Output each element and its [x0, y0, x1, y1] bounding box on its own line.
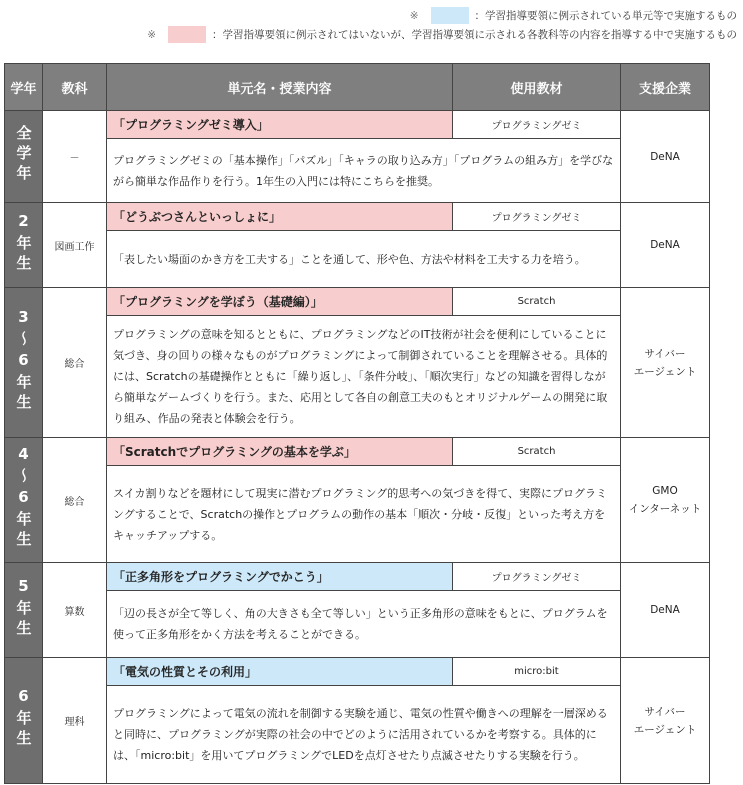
table-row-description	[5, 591, 710, 658]
unit-description: スイカ割りなどを題材にして現実に潜むプログラミング的思考への気づきを得て、実際にプログラミングすることで、Scratchの操作とプログラムの動作の基本「順次・分岐・反復」といった考え方をキャッチアップする。	[107, 466, 621, 563]
unit-title: 「Scratchでプログラミングの基本を学ぶ」	[107, 438, 453, 466]
company-label: サイバー エージェント	[633, 347, 697, 378]
company-label: サイバー エージェント	[633, 705, 697, 736]
grade-label: 6年生	[14, 687, 33, 750]
grade-label: 2年生	[14, 211, 33, 275]
material-cell: Scratch	[453, 438, 621, 466]
unit-title: 「プログラミングゼミ導入」	[107, 111, 453, 139]
material-cell: プログラミングゼミ	[453, 203, 621, 231]
company-label: DeNA	[650, 604, 680, 616]
unit-title: 「正多角形をプログラミングでかこう」	[107, 563, 453, 591]
table-row-title	[5, 111, 710, 139]
unit-title: 「プログラミングを学ぼう（基礎編）」	[107, 288, 453, 316]
grade-cell	[5, 658, 43, 784]
table-row-title	[5, 563, 710, 591]
blue-swatch	[431, 7, 469, 24]
subject-cell: 理科	[43, 658, 107, 784]
material-cell: プログラミングゼミ	[453, 563, 621, 591]
header-subject: 教科	[43, 64, 107, 111]
company-cell	[621, 658, 710, 784]
grade-cell	[5, 563, 43, 658]
company-cell	[621, 438, 710, 563]
unit-description: 「辺の長さが全て等しく、角の大きさも全て等しい」という正多角形の意味をもとに、プログラムを使って正多角形をかく方法を考えることができる。	[107, 591, 621, 658]
unit-title: 「電気の性質とその利用」	[107, 658, 453, 686]
header-unit: 単元名・授業内容	[107, 64, 453, 111]
subject-cell: 総合	[43, 288, 107, 438]
subject-cell: 総合	[43, 438, 107, 563]
header-grade: 学年	[5, 64, 43, 111]
subject-cell: 算数	[43, 563, 107, 658]
note-mark: ※	[147, 28, 156, 41]
legend-text: ：学習指導要領に例示されてはいないが、学習指導要領に示される各教科等の内容を指導する中で実施するもの	[212, 29, 737, 41]
subject-cell: 図画工作	[43, 203, 107, 288]
grade-cell	[5, 288, 43, 438]
legend-example	[410, 7, 737, 24]
unit-description: 「表したい場面のかき方を工夫する」ことを通して、形や色、方法や材料を工夫する力を培う。	[107, 231, 621, 288]
table-row-title	[5, 658, 710, 686]
header-material: 使用教材	[453, 64, 621, 111]
table-row-description	[5, 231, 710, 288]
material-cell: micro:bit	[453, 658, 621, 686]
company-label: GMO インターネット	[628, 485, 702, 515]
table-row-title	[5, 288, 710, 316]
grade-cell	[5, 203, 43, 288]
grade-cell	[5, 111, 43, 203]
note-mark: ※	[409, 9, 419, 22]
subject-cell: －	[43, 111, 107, 203]
grade-label: 3〜6年生	[14, 307, 33, 414]
unit-description: プログラミングゼミの「基本操作」「パズル」「キャラの取り込み方」「プログラムの組み方」を学びながら簡単な作品作りを行う。1年生の入門には特にこちらを推奨。	[107, 139, 621, 203]
company-cell	[621, 563, 710, 658]
table-row-title	[5, 203, 710, 231]
company-label: DeNA	[650, 239, 680, 251]
legend-nonexample	[147, 26, 737, 43]
header-row	[5, 64, 710, 111]
grade-label: 全学年	[14, 124, 33, 185]
table-row-description	[5, 466, 710, 563]
table-row-description	[5, 139, 710, 203]
grade-cell	[5, 438, 43, 563]
company-cell	[621, 111, 710, 203]
material-cell: Scratch	[453, 288, 621, 316]
curriculum-table	[4, 63, 710, 784]
grade-label: 5年生	[14, 576, 33, 640]
company-cell	[621, 288, 710, 438]
company-cell	[621, 203, 710, 288]
table-row-title	[5, 438, 710, 466]
unit-description: プログラミングの意味を知るとともに、プログラミングなどのIT技術が社会を便利にしていることに気づき、身の回りの様々なものがプログラミングによって制御されていることを理解させる。具体的には、Scratchの基礎操作とともに「繰り返し」、「条件分岐」、「順次実行」などの知識を習得しながら簡単なゲームづくりを行う。また、応用として各自の創意工夫のもとオリジナルゲームの開発に取り組み、作品の発表と体験会を行う。	[107, 316, 621, 438]
pink-swatch	[168, 26, 206, 43]
unit-description: プログラミングによって電気の流れを制御する実験を通じ、電気の性質や働きへの理解を一層深めると同時に、プログラミングが実際の社会の中でどのように活用されているかを考察する。具体的には、「micro:bit」を用いてプログラミングでLEDを点灯させたり点滅させたりする実験を行う。	[107, 686, 621, 784]
table-row-description	[5, 316, 710, 438]
legend-text: ：学習指導要領に例示されている単元等で実施するもの	[474, 10, 737, 22]
material-cell: プログラミングゼミ	[453, 111, 621, 139]
grade-label: 4〜6年生	[14, 445, 33, 551]
header-company: 支援企業	[621, 64, 710, 111]
table-row-description	[5, 686, 710, 784]
unit-title: 「どうぶつさんといっしょに」	[107, 203, 453, 231]
company-label: DeNA	[650, 150, 680, 163]
